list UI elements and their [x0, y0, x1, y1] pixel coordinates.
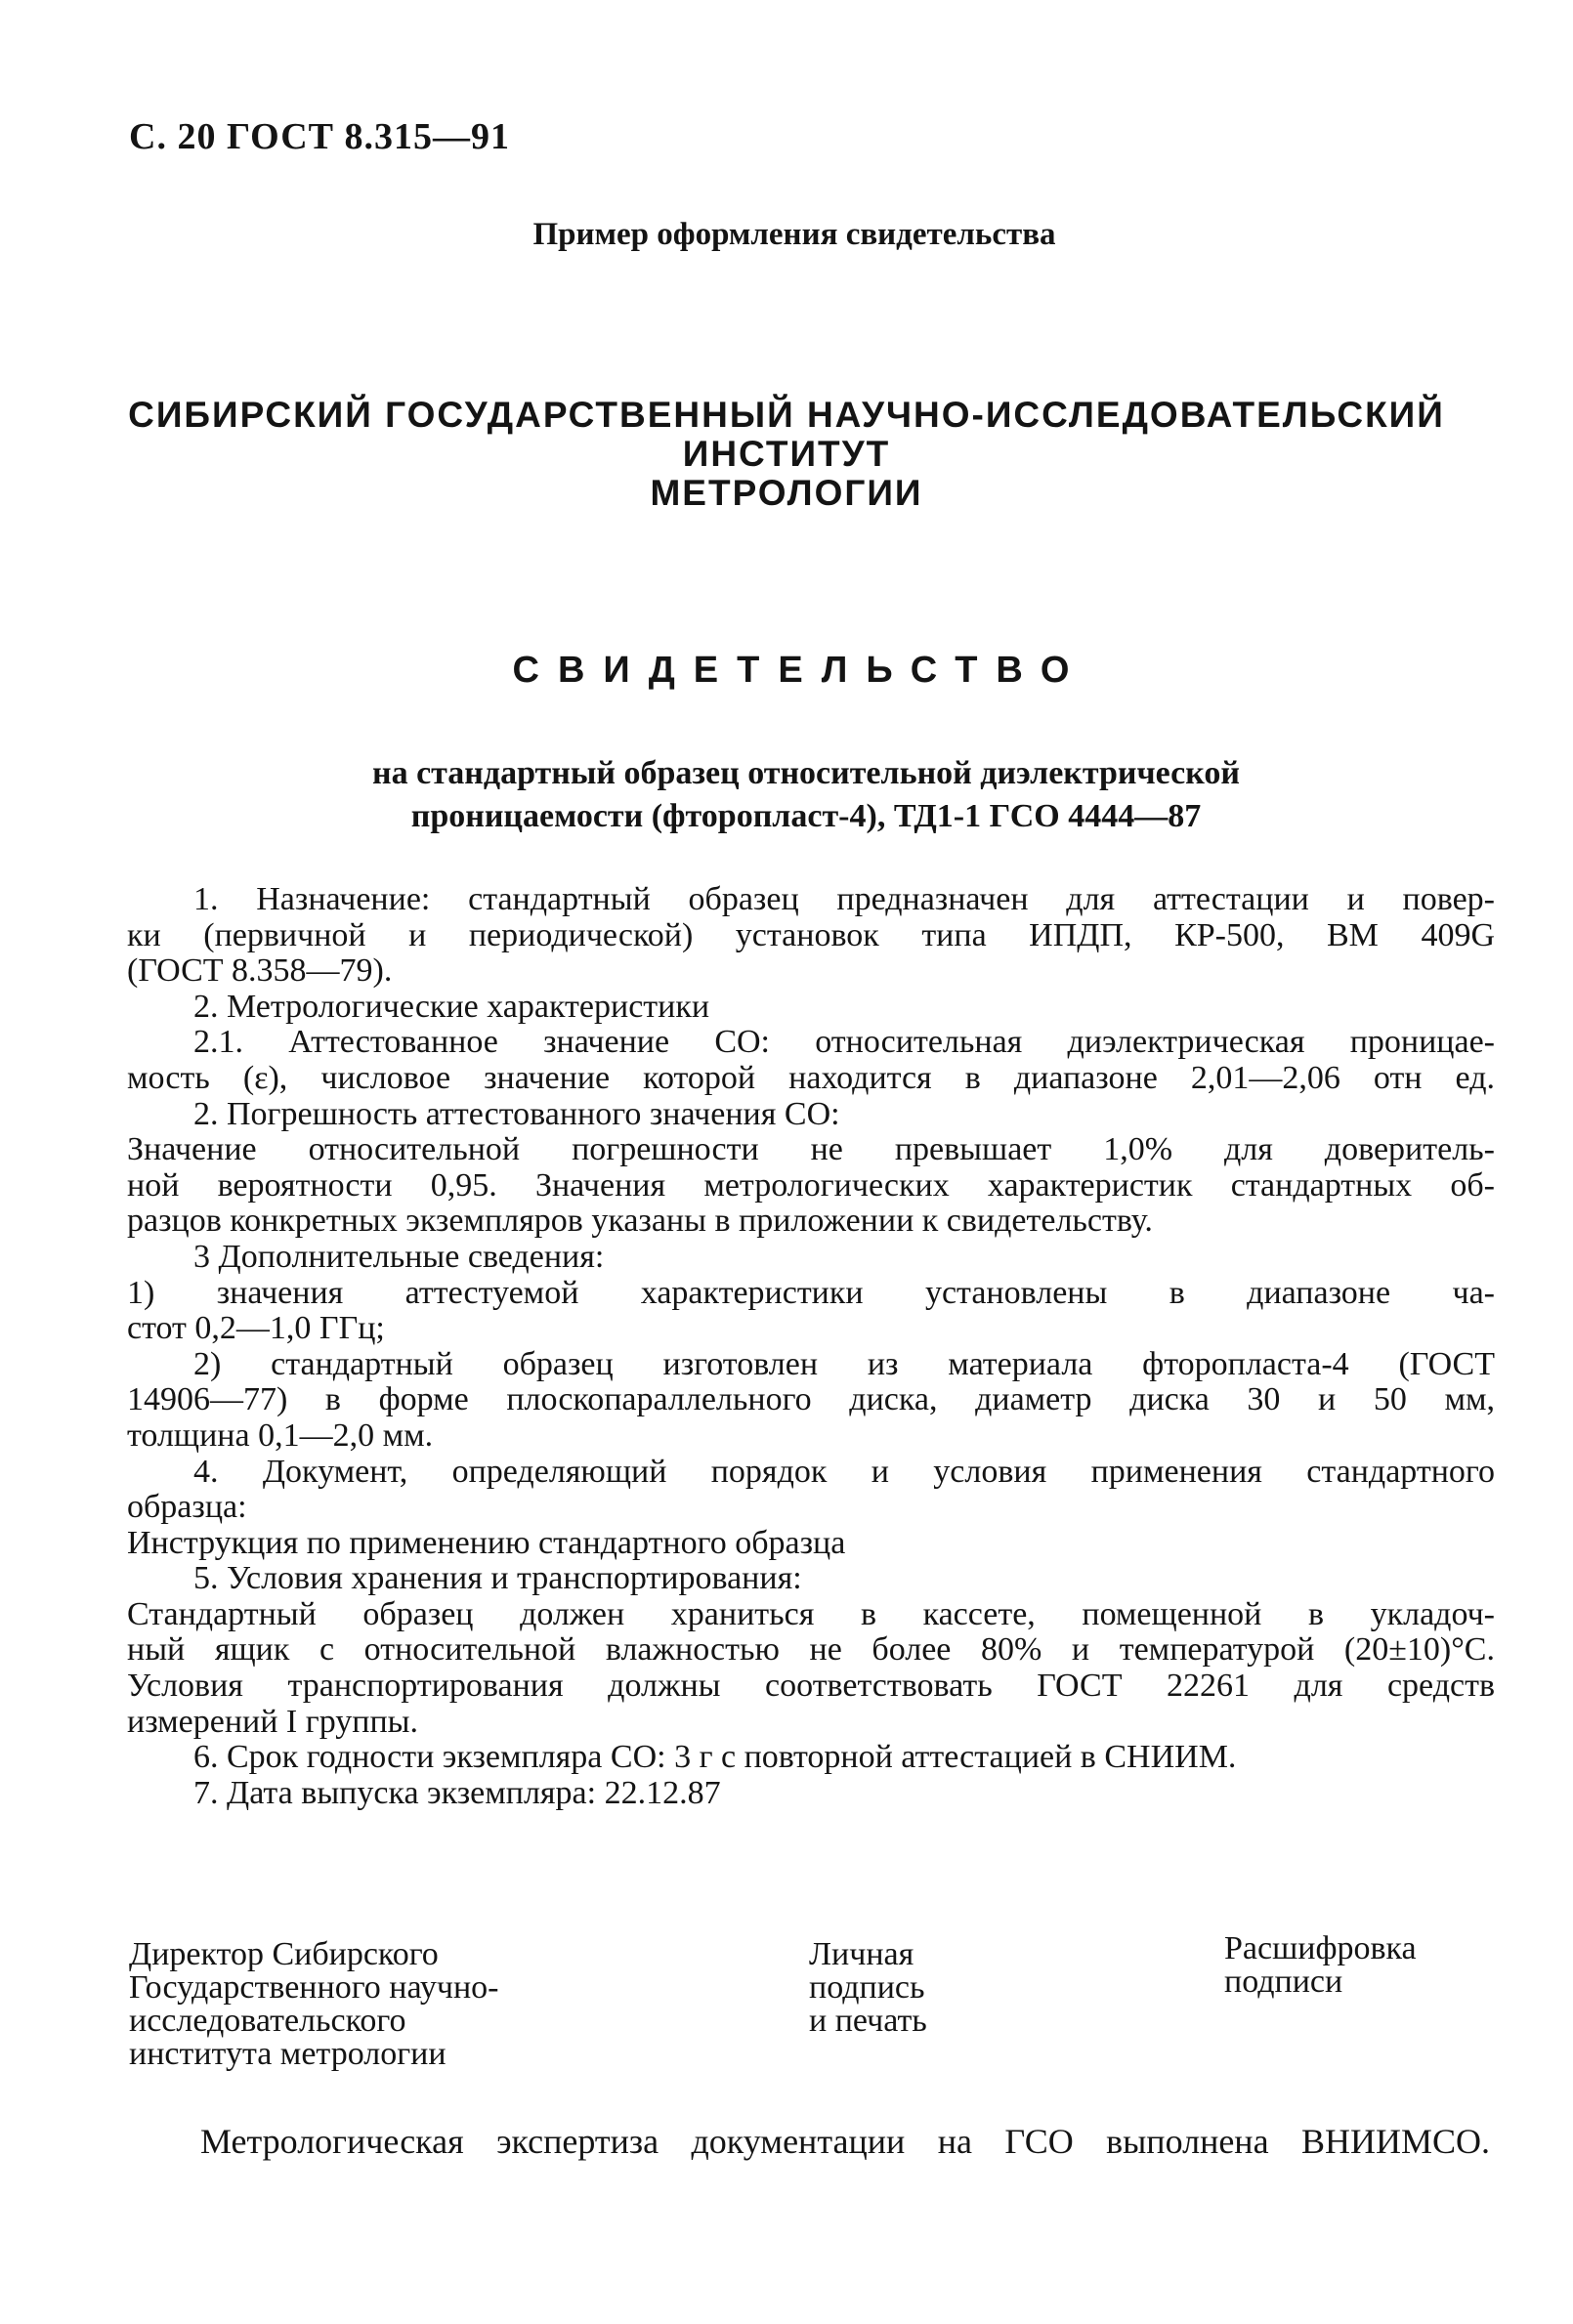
body-line: измерений I группы.	[127, 1703, 418, 1740]
body-line: 2. Погрешность аттестованного значения СО:	[193, 1095, 840, 1132]
institute-line: СИБИРСКИЙ ГОСУДАРСТВЕННЫЙ НАУЧНО-ИССЛЕДОВАТЕЛЬСКИЙ	[128, 395, 1445, 435]
body-line: Значение относительной погрешности не превышает 1,0% для доверитель-	[127, 1131, 1495, 1168]
personal-line: подпись	[809, 1969, 925, 2006]
body-line: толщина 0,1—2,0 мм.	[127, 1416, 434, 1454]
body-line: Стандартный образец должен храниться в кассете, помещенной в укладоч-	[127, 1595, 1495, 1632]
body-line: Инструкция по применению стандартного образца	[127, 1524, 846, 1561]
body-line: 2.1. Аттестованное значение СО: относительная диэлектрическая проницае-	[193, 1024, 1495, 1061]
body-line: 2. Метрологические характеристики	[193, 988, 710, 1025]
body-line: (ГОСТ 8.358—79).	[127, 952, 393, 990]
body-line: стот 0,2—1,0 ГГц;	[127, 1310, 385, 1347]
decode-line: Расшифровка	[1224, 1930, 1417, 1966]
body-line: 5. Условия хранения и транспортирования:	[193, 1560, 802, 1597]
personal-line: Личная	[809, 1936, 914, 1972]
body-line: Условия транспортирования должны соответствовать ГОСТ 22261 для средств	[127, 1668, 1495, 1705]
body-line: 2) стандартный образец изготовлен из материала фторопласта-4 (ГОСТ	[193, 1345, 1495, 1382]
body-line: образца:	[127, 1489, 247, 1526]
decode-line: подписи	[1224, 1964, 1343, 2000]
personal-line: и печать	[809, 2003, 927, 2039]
body-line: ки (первичной и периодической) установок типа ИПДП, КР-500, ВМ 409G	[127, 916, 1495, 953]
institute-line: МЕТРОЛОГИИ	[650, 473, 923, 513]
director-line: исследовательского	[129, 2003, 406, 2039]
personal-signature-block	[809, 1938, 927, 2038]
body-line: 1. Назначение: стандартный образец предназначен для аттестации и повер-	[193, 881, 1495, 917]
body-line: разцов конкретных экземпляров указаны в приложении к свидетельству.	[127, 1203, 1153, 1240]
body-line: ный ящик с относительной влажностью не более 80% и температурой (20±10)°С.	[127, 1631, 1495, 1669]
signature-decode-block	[1224, 1932, 1417, 1999]
certificate-title: СВИДЕТЕЛЬСТВО	[512, 650, 1088, 691]
body-line: 3 Дополнительные сведения:	[193, 1238, 605, 1275]
director-line: института метрологии	[129, 2036, 446, 2072]
body-line: 14906—77) в форме плоскопараллельного диска, диаметр диска 30 и 50 мм,	[127, 1381, 1495, 1418]
director-line: Директор Сибирского	[129, 1936, 439, 1972]
body-line: ной вероятности 0,95. Значения метрологических характеристик стандартных об-	[127, 1166, 1495, 1204]
certificate-subject	[0, 752, 1573, 838]
certificate-body	[127, 882, 1495, 1811]
institute-name	[0, 396, 1573, 513]
subject-line: проницаемости (фторопласт-4), ТД1-1 ГСО 4444—87	[410, 798, 1202, 834]
body-line: 1) значения аттестуемой характеристики установлены в диапазоне ча-	[127, 1274, 1495, 1311]
body-line: 4. Документ, определяющий порядок и условия применения стандартного	[193, 1453, 1495, 1490]
director-signature-block	[129, 1938, 498, 2071]
institute-line: ИНСТИТУТ	[682, 434, 891, 474]
body-line: 6. Срок годности экземпляра СО: 3 г с повторной аттестацией в СНИИМ.	[193, 1739, 1237, 1776]
subject-line: на стандартный образец относительной диэлектрической	[371, 755, 1241, 791]
body-line: мость (ε), числовое значение которой находится в диапазоне 2,01—2,06 отн ед.	[127, 1059, 1495, 1096]
expertise-note: Метрологическая экспертиза документации на ГСО выполнена ВНИИМСО.	[200, 2122, 1490, 2161]
body-line: 7. Дата выпуска экземпляра: 22.12.87	[193, 1774, 721, 1811]
example-title: Пример оформления свидетельства	[532, 217, 1056, 252]
director-line: Государственного научно-	[129, 1969, 499, 2006]
page-header: С. 20 ГОСТ 8.315—91	[129, 116, 510, 157]
